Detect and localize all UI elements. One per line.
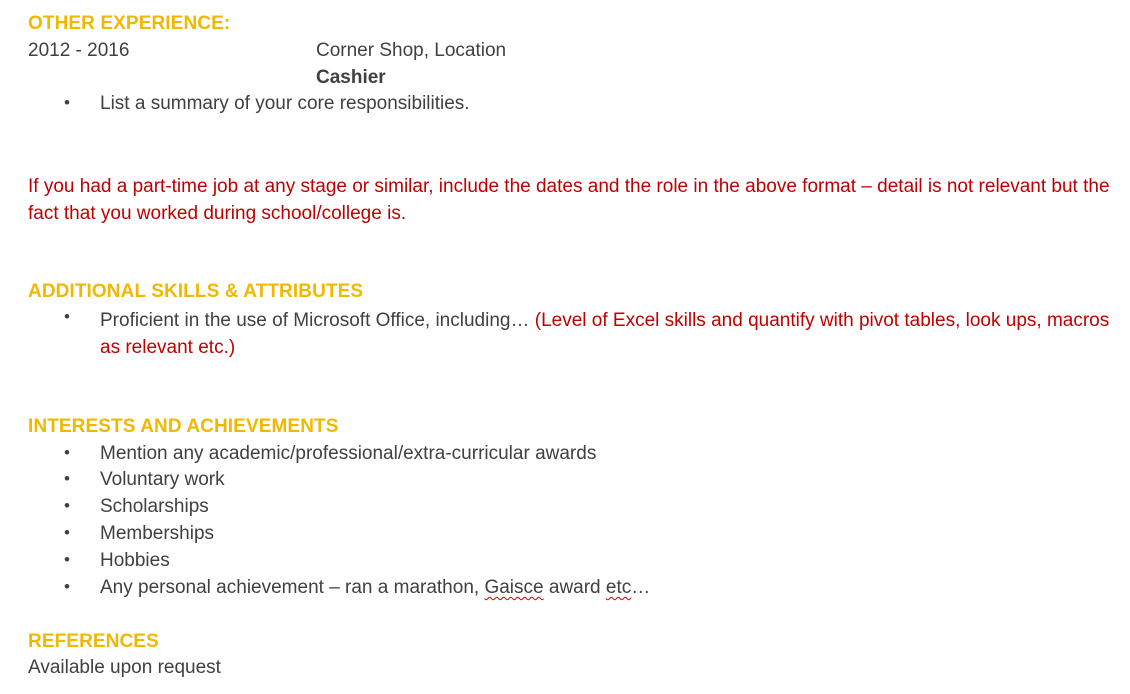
bullet-icon: •: [64, 443, 70, 462]
additional-skills-heading: ADDITIONAL SKILLS & ATTRIBUTES: [28, 281, 364, 302]
responsibility-text: List a summary of your core responsibilities.: [100, 93, 470, 114]
document-page: [28, 0, 1128, 694]
achievement-prefix: Any personal achievement – ran a marathon,: [100, 577, 485, 598]
experience-employer: Corner Shop, Location: [316, 40, 507, 61]
references-text: Available upon request: [28, 657, 221, 678]
bullet-icon: •: [64, 307, 70, 326]
bullet-icon: •: [64, 496, 70, 515]
achievement-suffix: …: [631, 577, 651, 598]
bullet-icon: •: [64, 523, 70, 542]
bullet-icon: •: [64, 93, 70, 112]
bullet-icon: •: [64, 577, 70, 596]
skills-text: Proficient in the use of Microsoft Office, including…: [100, 310, 530, 331]
bullet-icon: •: [64, 550, 70, 569]
spellcheck-word[interactable]: Gaisce: [484, 577, 544, 598]
skills-bullet: [100, 307, 1110, 361]
part-time-note: If you had a part-time job at any stage or similar, include the dates and the role in the above format – detail is not relevant but the fact that you worked during school/college is.: [28, 176, 1110, 224]
interest-text: Mention any academic/professional/extra-curricular awards: [100, 443, 597, 464]
interest-text: Voluntary work: [100, 469, 225, 490]
interest-text: Memberships: [100, 523, 215, 544]
skills-note: (Level of Excel skills and quantify with pivot tables, look ups, macros as relevant etc.): [100, 310, 1110, 358]
other-experience-heading: OTHER EXPERIENCE:: [28, 13, 231, 34]
interest-text: Hobbies: [100, 550, 170, 571]
spellcheck-word[interactable]: etc: [605, 577, 632, 598]
references-heading: REFERENCES: [28, 631, 159, 652]
achievement-text: [100, 577, 650, 599]
interest-text: Scholarships: [100, 496, 209, 517]
bullet-icon: •: [64, 469, 70, 488]
experience-role: Cashier: [316, 67, 386, 88]
interests-heading: INTERESTS AND ACHIEVEMENTS: [28, 416, 339, 437]
experience-dates: 2012 - 2016: [28, 40, 130, 61]
achievement-middle: award: [543, 577, 606, 598]
